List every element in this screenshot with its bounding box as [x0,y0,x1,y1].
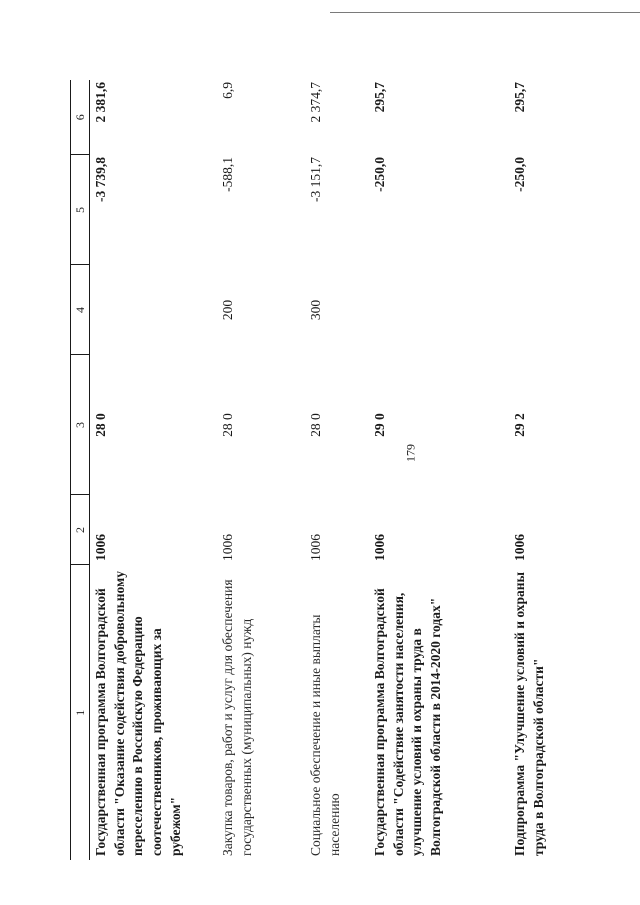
row-name: Закупка товаров, работ и услуг для обеспечения государственных (муниципальных) нужд [220,579,254,856]
table-row [301,80,365,860]
row-section-code: 1006 [308,534,323,561]
header-col-5: 5 [71,155,90,265]
row-value-col6: 2 381,6 [93,82,108,123]
row-value-col5: -588,1 [220,157,235,192]
header-col-2: 2 [71,495,90,565]
row-value-col5: -3 739,8 [93,157,108,202]
row-expense-type: 200 [220,299,235,321]
row-value-col6: 295,7 [512,82,527,113]
row-expense-type: 300 [308,299,323,321]
scan-edge-line [330,12,640,13]
row-program-code: 28 0 [220,413,235,437]
row-expense-type [90,265,210,355]
table-row [505,80,601,860]
row-section-code: 1006 [372,534,387,561]
row-value-col6: 6,9 [220,82,235,99]
row-section-code: 1006 [93,534,108,561]
row-value-col5: -250,0 [512,157,527,192]
header-col-1: 1 [71,565,90,860]
row-value-col5: -3 151,7 [308,157,323,202]
row-program-code: 28 0 [308,413,323,437]
row-name: Подпрограмма "Улучшение условий и охраны труда в Волгоградской области" [512,571,546,856]
row-expense-type [505,265,601,355]
header-col-4: 4 [71,265,90,355]
table-row [365,80,505,860]
budget-table [70,80,601,860]
row-section-code: 1006 [220,534,235,561]
row-name: Государственная программа Волгоградской области "Содействие занятости населения, улучшение условий и охраны труда в Волгоградской области в 2014-2020 годах" [372,588,443,856]
row-program-code: 29 2 [512,413,527,437]
row-expense-type [365,265,505,355]
row-program-code: 28 0 [93,413,108,437]
header-col-3: 3 [71,355,90,495]
header-col-6: 6 [71,80,90,155]
rotated-page [70,80,630,860]
row-name: Государственная программа Волгоградской области "Оказание содействия добровольному переселению в Российскую Федерацию соотечественников, проживающих за рубежом" [93,571,183,856]
row-value-col5: -250,0 [372,157,387,192]
row-section-code: 1006 [512,534,527,561]
row-name: Социальное обеспечение и иные выплаты населению [308,614,342,856]
row-value-col6: 295,7 [372,82,387,113]
page-number: 179 [403,444,418,462]
table-row [209,80,301,860]
table-row [90,80,210,860]
row-value-col6: 2 374,7 [308,82,323,123]
header-row [71,80,90,860]
row-program-code: 29 0 [372,413,387,437]
